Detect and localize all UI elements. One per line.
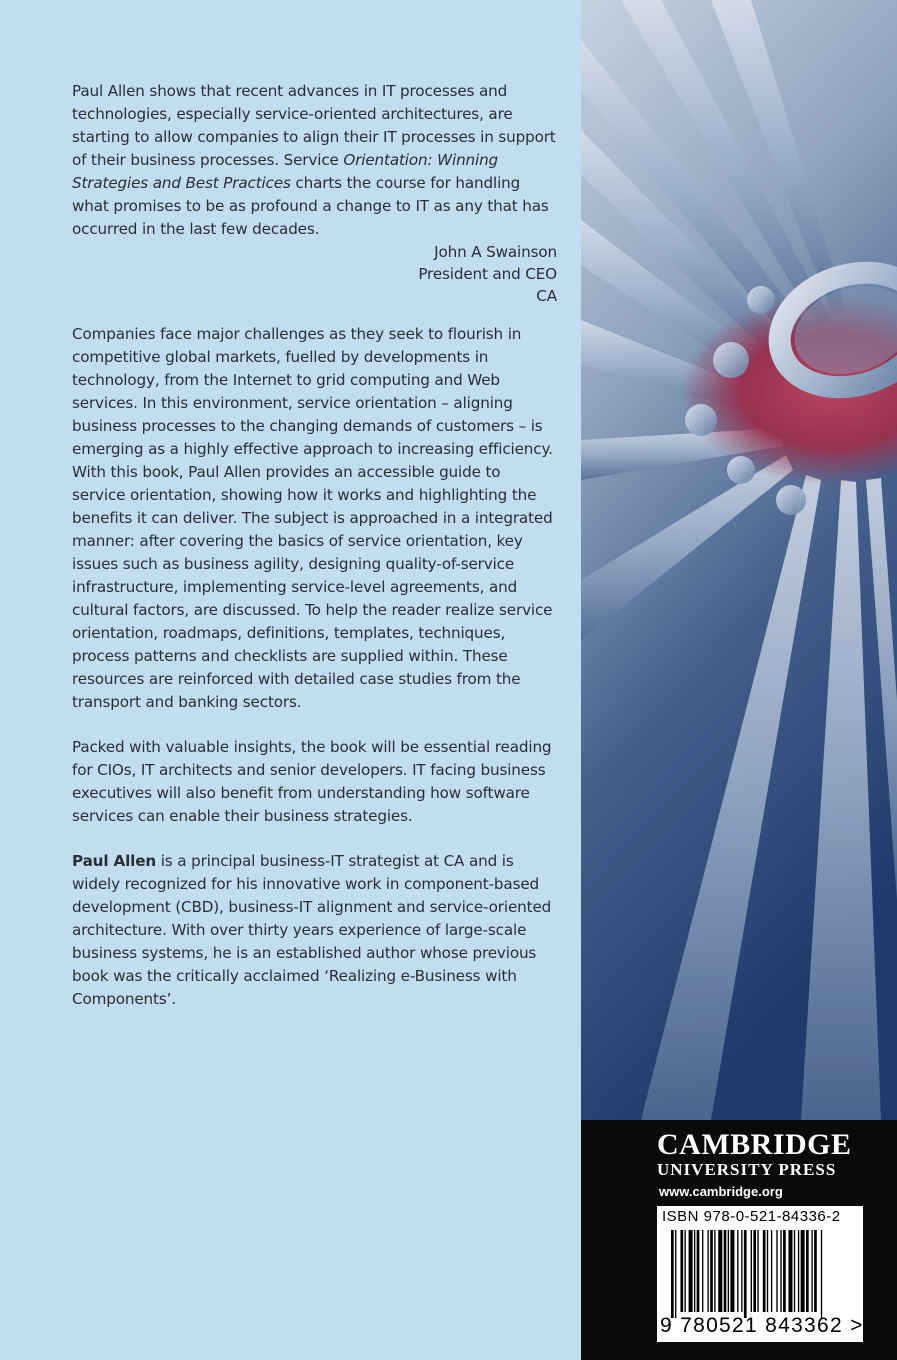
publisher-url: www.cambridge.org: [659, 1184, 783, 1199]
audience-paragraph: Packed with valuable insights, the book will be essential reading for CIOs, IT architects and senior developers. IT facing business executives will also benefit from understanding how software services can enable their business strategies.: [72, 738, 552, 825]
book-description: Companies face major challenges as they seek to flourish in competitive global markets, fuelled by developments in technology, from the Internet to grid computing and Web services. In this environment, service orientation – aligning business processes to the changing demands of customers – is emerging as a highly effective approach to increasing efficiency. With this book, Paul Allen provides an accessible guide to service orientation, showing how it works and highlighting the benefits it can deliver. The subject is approached in a integrated manner: after covering the basics of service orientation, key issues such as business agility, designing quality-of-service infrastructure, implementing service-level agreements, and cultural factors, are discussed. To help the reader realize service orientation, roadmaps, definitions, templates, techniques, process patterns and checklists are supplied within. These resources are reinforced with detailed case studies from the transport and banking sectors.: [72, 325, 553, 711]
endorsement-quote: [72, 80, 557, 241]
endorsement-book-title: Orientation: Winning Strategies and Best Practices: [72, 151, 499, 192]
attribution-title: President and CEO: [418, 265, 557, 283]
publisher-name: CAMBRIDGE: [657, 1128, 852, 1161]
isbn-barcode: [657, 1206, 863, 1342]
back-cover-text: [72, 80, 557, 1011]
attribution-org: CA: [536, 287, 557, 305]
barcode-digits: 9 780521 843362 >: [660, 1314, 864, 1337]
author-bio: [72, 850, 557, 1011]
cover-photo: [581, 0, 897, 1120]
publisher-block: [581, 1120, 897, 1360]
publisher-subtitle: UNIVERSITY PRESS: [657, 1160, 837, 1179]
attribution-name: John A Swainson: [434, 243, 557, 261]
author-bio-text: is a principal business-IT strategist at CA and is widely recognized for his innovative work in component-based development (CBD), business-IT alignment and service-oriented architecture. With over thirty years experience of large-scale business systems, he is an established author whose previous book was the critically acclaimed ‘Realizing e-Business with Components’.: [72, 852, 552, 1008]
endorsement-attribution: [72, 241, 557, 307]
author-name: Paul Allen: [72, 852, 157, 870]
cover-photo-art: [581, 0, 897, 1120]
endorsement-text-a: Paul Allen shows that recent advances in IT processes and technologies, especially service-oriented architectures, are starting to allow companies to align their IT processes in support of their business processes. Service: [72, 82, 556, 169]
endorsement-text-b: charts the course for handling what promises to be as profound a change to IT as any that has occurred in the last few decades.: [72, 174, 549, 238]
isbn-label: ISBN 978-0-521-84336-2: [662, 1208, 841, 1225]
